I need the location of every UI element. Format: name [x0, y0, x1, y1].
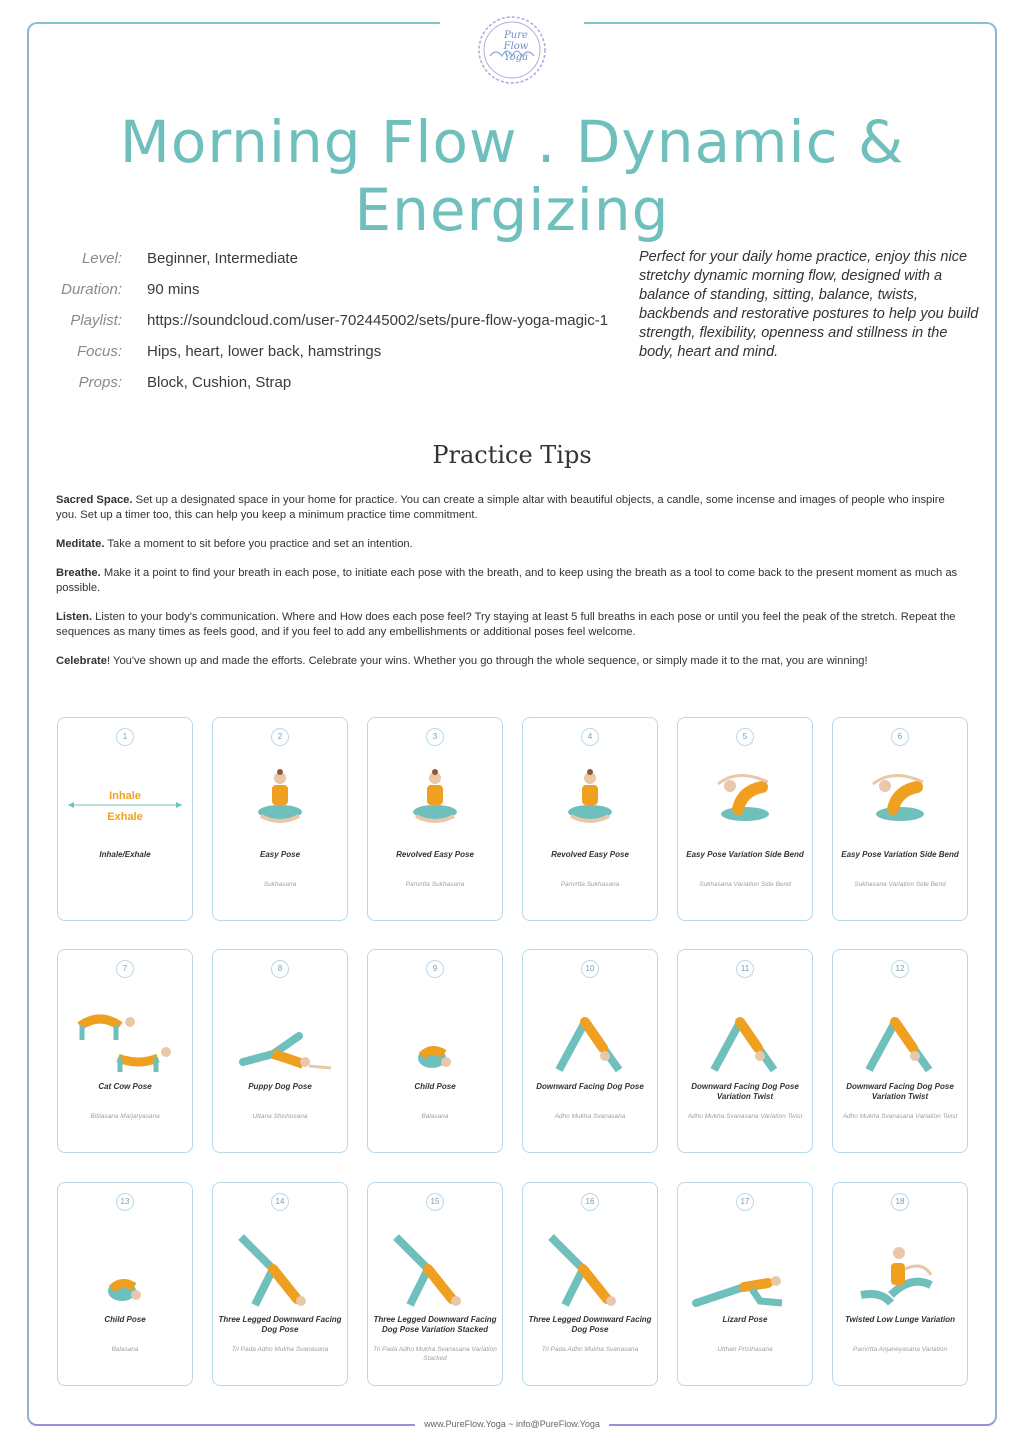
- duration-label: Duration:: [61, 281, 122, 298]
- flow-description: Perfect for your daily home practice, enjoy this nice stretchy dynamic morning flow, designed with a balance of standing, sitting, balance, twists, backbends and restorative postures to help you build strength, flexibility, openness and stillness in the body, heart and mind.: [639, 249, 979, 360]
- pose-number: 10: [581, 960, 599, 978]
- pose-name: Downward Facing Dog Pose: [536, 1082, 644, 1091]
- pose-card: [367, 949, 503, 1153]
- pose-sanskrit-name: Sukhasana Variation Side Bend: [699, 881, 791, 888]
- logo-text: Pure Flow Yoga: [503, 30, 529, 63]
- pose-name: Easy Pose Variation Side Bend: [686, 850, 804, 859]
- pose-number: 17: [736, 1193, 754, 1211]
- tip-text: Take a moment to sit before you practice and set an intention.: [104, 538, 413, 550]
- pose-sanskrit-name: Adho Mukha Svanasana: [554, 1113, 626, 1120]
- footer-contact: www.PureFlow.Yoga ~ info@PureFlow.Yoga: [424, 1419, 600, 1429]
- tip-listen: [56, 610, 966, 640]
- tip-celebrate: [56, 654, 966, 669]
- puppy-pose-icon: [213, 996, 347, 1076]
- pose-sanskrit-name: Balasana: [111, 1346, 139, 1353]
- pose-card: [57, 717, 193, 921]
- tip-heading: Breathe.: [56, 567, 101, 579]
- tip-heading: Listen.: [56, 611, 93, 623]
- pose-name: Easy Pose Variation Side Bend: [841, 850, 959, 859]
- pose-number: 7: [116, 960, 134, 978]
- tip-breathe: [56, 566, 966, 596]
- pose-name: Easy Pose: [259, 850, 301, 859]
- level-label: Level:: [81, 250, 122, 267]
- pose-number: 5: [736, 728, 754, 746]
- downward-dog-twist-icon: [833, 996, 967, 1076]
- focus-value: Hips, heart, lower back, hamstrings: [147, 343, 382, 360]
- pose-number: 14: [271, 1193, 289, 1211]
- pose-card: [832, 949, 968, 1153]
- pose-sanskrit-name: Uttana Shishosana: [252, 1113, 308, 1120]
- practice-tips-title: Practice Tips: [432, 441, 592, 469]
- pose-card: [832, 1182, 968, 1386]
- tip-text: Listen to your body's communication. Where and How does each pose feel? Try staying at least 5 full breaths in each pose or until you feel the peak of the stretch. Repeat the sequences as many times as feels good, and if you feel to add any embellishments or additional poses feel welcome.: [56, 611, 956, 638]
- side-bend-icon: [833, 764, 967, 844]
- tip-sacred-space: [56, 493, 966, 523]
- pose-number: 8: [271, 960, 289, 978]
- level-value: Beginner, Intermediate: [147, 250, 298, 267]
- lizard-pose-icon: [678, 1229, 812, 1309]
- pose-number: 12: [891, 960, 909, 978]
- pose-sanskrit-name: Tri Pada Adho Mukha Svanasana: [231, 1346, 329, 1353]
- pose-number: 13: [116, 1193, 134, 1211]
- tip-heading: Celebrate: [56, 655, 107, 667]
- pose-name: Downward Facing Dog Pose Variation Twist: [691, 1082, 799, 1101]
- seated-pose-icon: [213, 764, 347, 844]
- focus-label: Focus:: [76, 343, 122, 360]
- seated-twist-icon: [368, 764, 502, 844]
- pose-card: [677, 949, 813, 1153]
- pose-name: Three Legged Downward Facing Dog Pose: [528, 1315, 652, 1334]
- props-label: Props:: [78, 374, 122, 391]
- pose-name: Puppy Dog Pose: [248, 1082, 312, 1091]
- pose-card: [367, 1182, 503, 1386]
- pose-number: 4: [581, 728, 599, 746]
- pose-number: 18: [891, 1193, 909, 1211]
- child-pose-icon: [58, 1229, 192, 1309]
- pose-name: Revolved Easy Pose: [396, 850, 474, 859]
- pose-card: [212, 949, 348, 1153]
- pose-card: [212, 717, 348, 921]
- pose-name: Child Pose: [414, 1082, 456, 1091]
- pose-card: [677, 717, 813, 921]
- downward-dog-icon: [523, 996, 657, 1076]
- pose-sanskrit-name: Parivrtta Anjaneyasana Variation: [852, 1346, 948, 1353]
- pose-number: 6: [891, 728, 909, 746]
- pose-card: [677, 1182, 813, 1386]
- pose-sanskrit-name: Parivrtta Sukhasana: [405, 881, 465, 888]
- pose-number: 15: [426, 1193, 444, 1211]
- pose-sanskrit-name: Tri Pada Adho Mukha Svanasana: [541, 1346, 639, 1353]
- pose-name: Cat Cow Pose: [98, 1082, 152, 1091]
- pose-number: 16: [581, 1193, 599, 1211]
- pose-number: 3: [426, 728, 444, 746]
- breath-arrows-icon: [58, 764, 192, 844]
- pose-name: Twisted Low Lunge Variation: [844, 1315, 956, 1324]
- pose-card: [212, 1182, 348, 1386]
- seated-twist-icon: [523, 764, 657, 844]
- pose-card: [522, 949, 658, 1153]
- pose-card: [57, 1182, 193, 1386]
- pose-number: 1: [116, 728, 134, 746]
- pose-sanskrit-name: Sukhasana Variation Side Bend: [854, 881, 946, 888]
- page-title: Morning Flow . Dynamic & Energizing: [119, 108, 905, 244]
- pose-name: Three Legged Downward Facing Dog Pose Variation Stacked: [373, 1315, 497, 1334]
- pose-card: [832, 717, 968, 921]
- pose-sanskrit-name: Utthan Pristhasana: [717, 1346, 773, 1353]
- tip-heading: Meditate.: [56, 538, 105, 550]
- pose-name: Revolved Easy Pose: [551, 850, 629, 859]
- three-legged-dog-icon: [213, 1229, 347, 1309]
- duration-value: 90 mins: [147, 281, 200, 298]
- child-pose-icon: [368, 996, 502, 1076]
- playlist-label: Playlist:: [70, 312, 122, 329]
- pose-name: Downward Facing Dog Pose Variation Twist: [846, 1082, 954, 1101]
- pose-sanskrit-name: Adho Mukha Svanasana Variation Twist: [842, 1113, 958, 1120]
- inhale-label: Inhale: [109, 790, 141, 802]
- pose-sanskrit-name: Adho Mukha Svanasana Variation Twist: [687, 1113, 803, 1120]
- three-legged-dog-stacked-icon: [368, 1229, 502, 1309]
- pose-card: [522, 1182, 658, 1386]
- exhale-label: Exhale: [107, 811, 143, 823]
- side-bend-icon: [678, 764, 812, 844]
- pose-name: Three Legged Downward Facing Dog Pose: [218, 1315, 342, 1334]
- tip-heading: Sacred Space.: [56, 494, 133, 506]
- pose-number: 11: [736, 960, 754, 978]
- twisted-lunge-icon: [833, 1229, 967, 1309]
- pose-sanskrit-name: Parivrtta Sukhasana: [560, 881, 620, 888]
- pose-card: [522, 717, 658, 921]
- three-legged-dog-icon: [523, 1229, 657, 1309]
- tip-text: Set up a designated space in your home for practice. You can create a simple altar with beautiful objects, a candle, some incense and images of people who inspire you. Set up a timer too, this can help you keep a minimum practice time commitment.: [56, 494, 945, 521]
- pose-sanskrit-name: Sukhasana: [263, 881, 297, 888]
- pose-card: [57, 949, 193, 1153]
- pose-card: [367, 717, 503, 921]
- pose-number: 2: [271, 728, 289, 746]
- downward-dog-twist-icon: [678, 996, 812, 1076]
- pose-sanskrit-name: Balasana: [421, 1113, 449, 1120]
- pose-sanskrit-name: Tri Pada Adho Mukha Svanasana Variation Stacked: [373, 1346, 497, 1362]
- pose-name: Inhale/Exhale: [99, 850, 151, 859]
- cat-cow-icon: [58, 996, 192, 1076]
- tip-text: Make it a point to find your breath in each pose, to initiate each pose with the breath, and to keep using the breath as a tool to come back to the present moment as much as possible.: [56, 567, 958, 594]
- pose-sanskrit-name: Bitilasana Marjaryasana: [90, 1113, 160, 1120]
- playlist-link[interactable]: https://soundcloud.com/user-702445002/sets/pure-flow-yoga-magic-1: [147, 312, 609, 329]
- props-value: Block, Cushion, Strap: [147, 374, 292, 391]
- pose-number: 9: [426, 960, 444, 978]
- pose-name: Lizard Pose: [722, 1315, 768, 1324]
- tip-meditate: [56, 537, 966, 552]
- tip-text: ! You've shown up and made the efforts. Celebrate your wins. Whether you go through the whole sequence, or simply made it to the mat, you are winning!: [107, 655, 868, 667]
- pose-name: Child Pose: [104, 1315, 146, 1324]
